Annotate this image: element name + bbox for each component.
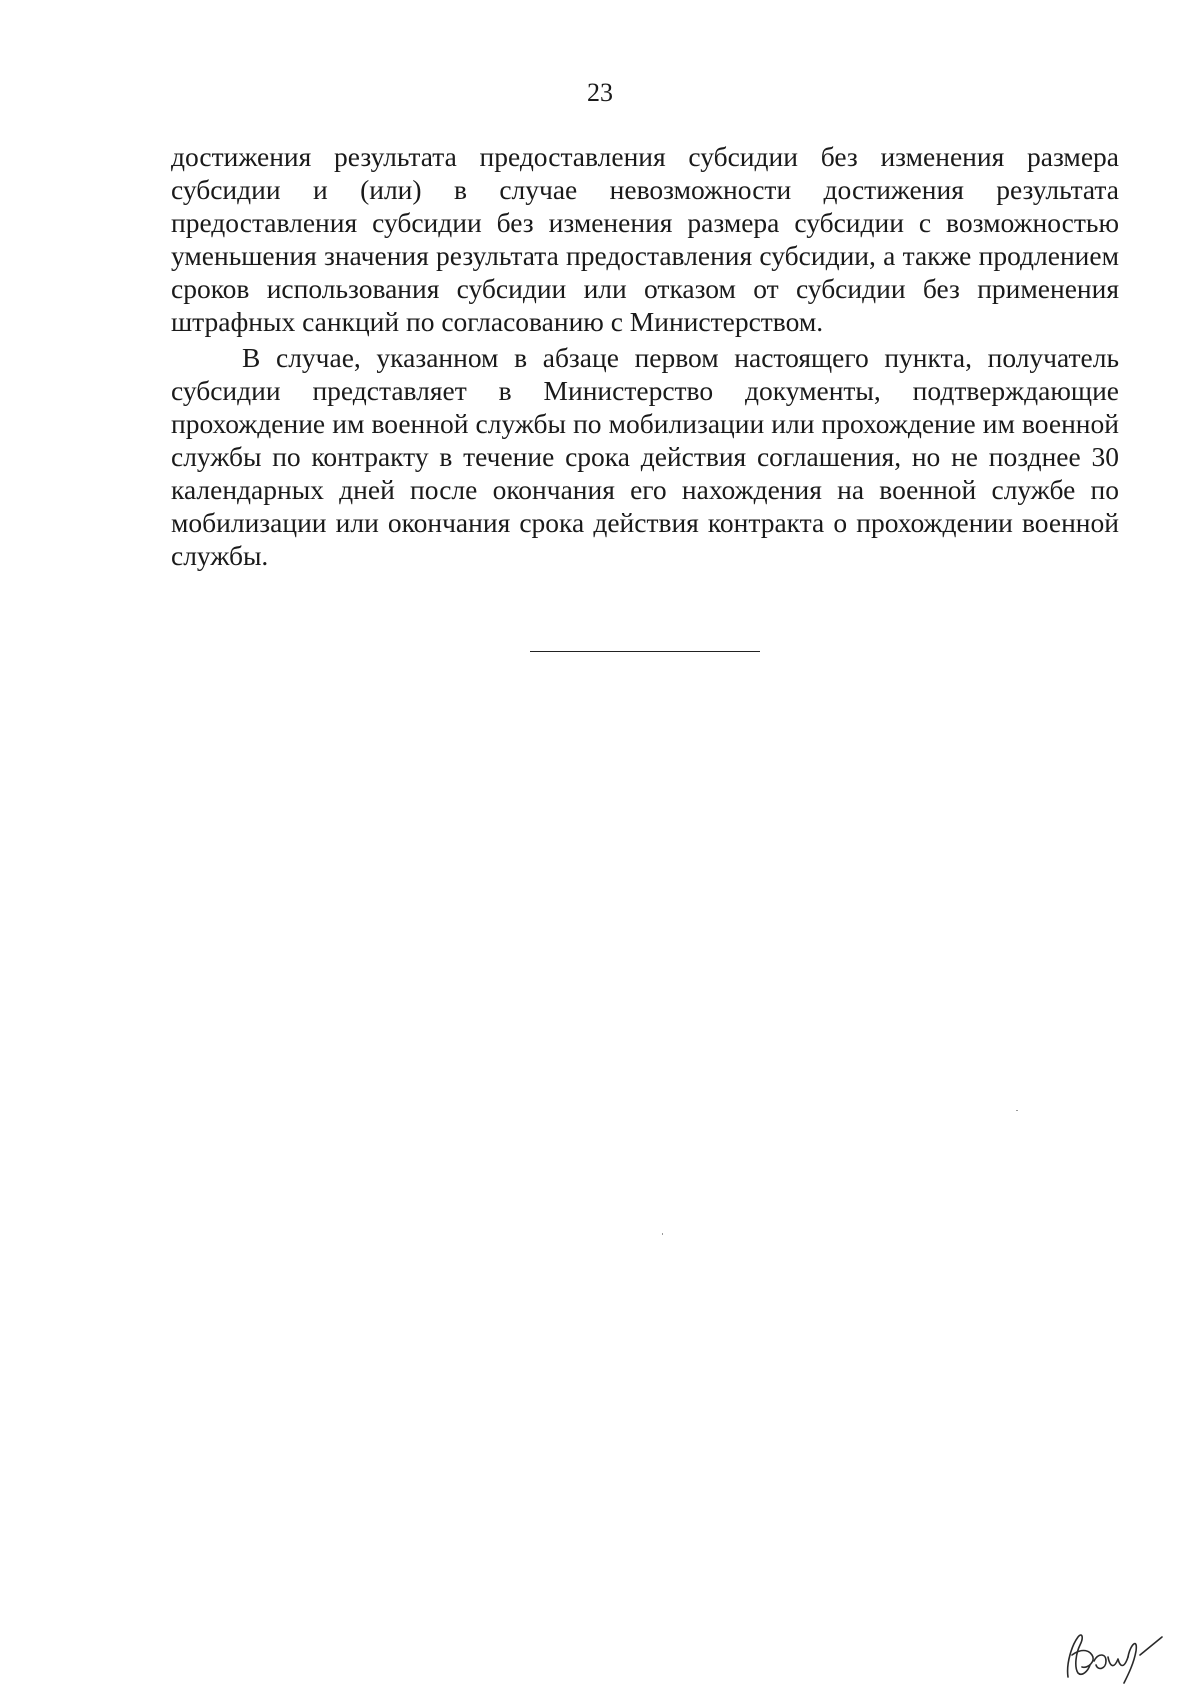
end-of-section-line xyxy=(530,651,760,652)
scan-speck xyxy=(662,1233,663,1235)
handwritten-initials-signature xyxy=(1058,1615,1168,1687)
paragraph-case-described: В случае, указанном в абзаце первом настоящего пункта, получатель субсидии представляет в Министерство документы, подтверждающие прохождение им военной службы по мобилизации или прохождение им военной службы по контракту в течение срока действия соглашения, но не позднее 30 календарных дней после окончания его нахождения на военной службе по мобилизации или окончания срока действия контракта о прохождении военной службы. xyxy=(171,342,1119,571)
page-number: 23 xyxy=(587,78,613,107)
paragraph-continuation: достижения результата предоставления субсидии без изменения размера субсидии и (или) в случае невозможности достижения результата предоставления субсидии без изменения размера субсидии с возможностью уменьшения значения результата предоставления субсидии, а также продлением сроков использования субсидии или отказом от субсидии без применения штрафных санкций по согласованию с Министерством. xyxy=(171,141,1119,337)
scan-speck xyxy=(1016,1110,1018,1111)
document-body xyxy=(171,140,1119,572)
